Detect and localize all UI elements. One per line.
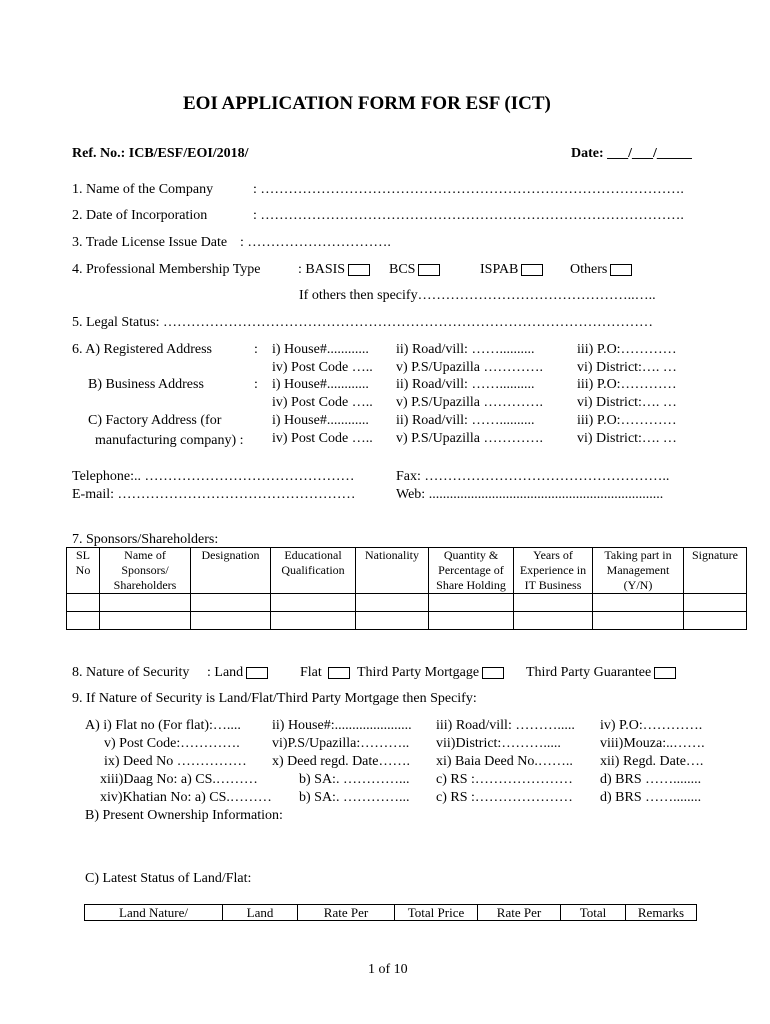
header-total-price: Total Price bbox=[395, 905, 478, 921]
khatian-cs-field[interactable]: xiv)Khatian No: a) CS.……… bbox=[100, 790, 272, 805]
upazilla-field[interactable]: vi)P.S/Upazilla:……….. bbox=[272, 736, 410, 751]
q1-label: 1. Name of the Company bbox=[72, 182, 214, 197]
present-ownership-label: B) Present Ownership Information: bbox=[85, 808, 283, 823]
reg-district-field[interactable]: vi) District:…. … bbox=[577, 360, 677, 375]
khatian-rs-field[interactable]: c) RS :………………… bbox=[436, 790, 573, 805]
legal-status-field[interactable]: 5. Legal Status: …………………………………………………………………………………………… bbox=[72, 315, 653, 330]
q4-label: 4. Professional Membership Type bbox=[72, 262, 261, 277]
reg-postcode-field[interactable]: iv) Post Code ….. bbox=[272, 360, 373, 375]
bus-house-field[interactable]: i) House#............ bbox=[272, 377, 369, 392]
regd-date-field[interactable]: xii) Regd. Date…. bbox=[600, 754, 704, 769]
mouza-field[interactable]: viii)Mouza:..……. bbox=[600, 736, 705, 751]
header-total: Total bbox=[561, 905, 626, 921]
fac-house-field[interactable]: i) House#............ bbox=[272, 413, 369, 428]
ispab-checkbox[interactable] bbox=[521, 264, 543, 276]
company-name-field[interactable]: : ………………………………………………………………………………. bbox=[253, 182, 684, 197]
daag-brs-field[interactable]: d) BRS ……........ bbox=[600, 772, 702, 787]
header-designation: Designation bbox=[191, 548, 271, 594]
security-label: 8. Nature of Security bbox=[72, 665, 190, 680]
tpm-option[interactable] bbox=[357, 665, 504, 681]
registered-address-label: 6. A) Registered Address bbox=[72, 342, 212, 357]
page-title: EOI APPLICATION FORM FOR ESF (ICT) bbox=[183, 93, 551, 114]
flat-label: Flat bbox=[300, 665, 322, 680]
table-header-row bbox=[67, 548, 747, 594]
header-name: Name of Sponsors/ Shareholders bbox=[100, 548, 191, 594]
header-rate-per: Rate Per bbox=[298, 905, 395, 921]
basis-checkbox[interactable] bbox=[348, 264, 370, 276]
reg-po-field[interactable]: iii) P.O:………… bbox=[577, 342, 677, 357]
land-checkbox[interactable] bbox=[246, 667, 268, 679]
factory-address-label: C) Factory Address (for bbox=[88, 413, 222, 428]
header-rate-per-2: Rate Per bbox=[478, 905, 561, 921]
khatian-sa-field[interactable]: b) SA:. …………... bbox=[299, 790, 410, 805]
tpm-label: Third Party Mortgage bbox=[357, 665, 480, 680]
basis-option[interactable] bbox=[298, 262, 370, 278]
tpm-checkbox[interactable] bbox=[482, 667, 504, 679]
bcs-label: BCS bbox=[389, 262, 416, 277]
reg-upazilla-field[interactable]: v) P.S/Upazilla …………. bbox=[396, 360, 543, 375]
trade-license-date-field[interactable]: : …………………………. bbox=[240, 235, 391, 250]
land-label: : Land bbox=[207, 665, 244, 680]
daag-cs-field[interactable]: xiii)Daag No: a) CS.……… bbox=[100, 772, 258, 787]
bus-po-field[interactable]: iii) P.O:………… bbox=[577, 377, 677, 392]
telephone-field[interactable]: Telephone:.. ……………………………………… bbox=[72, 469, 355, 484]
header-management: Taking part in Management (Y/N) bbox=[593, 548, 684, 594]
land-option[interactable] bbox=[207, 665, 268, 681]
business-address-label: B) Business Address bbox=[88, 377, 204, 392]
basis-label: : BASIS bbox=[298, 262, 346, 277]
sponsors-table bbox=[66, 547, 747, 630]
sponsors-label: 7. Sponsors/Shareholders: bbox=[72, 532, 219, 547]
ispab-label: ISPAB bbox=[480, 262, 519, 277]
bus-road-field[interactable]: ii) Road/vill: …….......... bbox=[396, 377, 535, 392]
fac-postcode-field[interactable]: iv) Post Code ….. bbox=[272, 431, 373, 446]
header-nationality: Nationality bbox=[356, 548, 429, 594]
road-field[interactable]: iii) Road/vill: ………..... bbox=[436, 718, 575, 733]
bus-upazilla-field[interactable]: v) P.S/Upazilla …………. bbox=[396, 395, 543, 410]
fax-field[interactable]: Fax: …………………………………………….. bbox=[396, 469, 670, 484]
header-land: Land bbox=[223, 905, 298, 921]
tpg-option[interactable] bbox=[526, 665, 676, 681]
others-specify-field[interactable]: If others then specify………………………………………..….. bbox=[299, 288, 656, 303]
deed-no-field[interactable]: ix) Deed No …………… bbox=[104, 754, 247, 769]
deed-regd-date-field[interactable]: x) Deed regd. Date……. bbox=[272, 754, 411, 769]
reg-road-field[interactable]: ii) Road/vill: …….......... bbox=[396, 342, 535, 357]
flat-option[interactable] bbox=[300, 665, 350, 681]
page-number: 1 of 10 bbox=[368, 962, 408, 977]
colon: : bbox=[254, 342, 258, 357]
fac-upazilla-field[interactable]: v) P.S/Upazilla …………. bbox=[396, 431, 543, 446]
fac-po-field[interactable]: iii) P.O:………… bbox=[577, 413, 677, 428]
q2-label: 2. Date of Incorporation bbox=[72, 208, 208, 223]
po-field[interactable]: iv) P.O:…………. bbox=[600, 718, 703, 733]
postcode-field[interactable]: v) Post Code:…………. bbox=[104, 736, 240, 751]
tpg-label: Third Party Guarantee bbox=[526, 665, 652, 680]
district-field[interactable]: vii)District:………..... bbox=[436, 736, 561, 751]
ref-number: Ref. No.: ICB/ESF/EOI/2018/ bbox=[72, 146, 249, 161]
fac-district-field[interactable]: vi) District:…. … bbox=[577, 431, 677, 446]
date-field[interactable]: Date: ___/___/_____ bbox=[571, 146, 692, 161]
bcs-option[interactable] bbox=[389, 262, 440, 278]
reg-house-field[interactable]: i) House#............ bbox=[272, 342, 369, 357]
table-row[interactable] bbox=[67, 612, 747, 630]
bus-postcode-field[interactable]: iv) Post Code ….. bbox=[272, 395, 373, 410]
header-education: Educational Qualification bbox=[271, 548, 356, 594]
latest-status-label: C) Latest Status of Land/Flat: bbox=[85, 871, 252, 886]
house-field[interactable]: ii) House#:...................... bbox=[272, 718, 412, 733]
daag-rs-field[interactable]: c) RS :………………… bbox=[436, 772, 573, 787]
incorporation-date-field[interactable]: : ………………………………………………………………………………. bbox=[253, 208, 684, 223]
email-field[interactable]: E-mail: …………………………………………… bbox=[72, 487, 356, 502]
header-remarks: Remarks bbox=[626, 905, 697, 921]
header-signature: Signature bbox=[684, 548, 747, 594]
bcs-checkbox[interactable] bbox=[418, 264, 440, 276]
table-row[interactable] bbox=[67, 594, 747, 612]
others-option[interactable] bbox=[570, 262, 632, 278]
others-checkbox[interactable] bbox=[610, 264, 632, 276]
web-field[interactable]: Web: ................................................................... bbox=[396, 487, 664, 502]
fac-road-field[interactable]: ii) Road/vill: …….......... bbox=[396, 413, 535, 428]
land-status-table bbox=[84, 904, 697, 921]
ispab-option[interactable] bbox=[480, 262, 543, 278]
daag-sa-field[interactable]: b) SA:. …………... bbox=[299, 772, 410, 787]
khatian-brs-field[interactable]: d) BRS ……........ bbox=[600, 790, 702, 805]
tpg-checkbox[interactable] bbox=[654, 667, 676, 679]
bus-district-field[interactable]: vi) District:…. … bbox=[577, 395, 677, 410]
q3-label: 3. Trade License Issue Date bbox=[72, 235, 228, 250]
table-header-row bbox=[85, 905, 697, 921]
flat-checkbox[interactable] bbox=[328, 667, 350, 679]
others-label: Others bbox=[570, 262, 608, 277]
flat-no-field[interactable]: A) i) Flat no (For flat):….... bbox=[85, 718, 241, 733]
header-experience: Years of Experience in IT Business bbox=[514, 548, 593, 594]
header-land-nature: Land Nature/ bbox=[85, 905, 223, 921]
factory-address-label-2: manufacturing company) : bbox=[95, 433, 244, 448]
header-quantity: Quantity & Percentage of Share Holding bbox=[429, 548, 514, 594]
q9-label: 9. If Nature of Security is Land/Flat/Third Party Mortgage then Specify: bbox=[72, 691, 477, 706]
baia-deed-no-field[interactable]: xi) Baia Deed No.…….. bbox=[436, 754, 573, 769]
colon: : bbox=[254, 377, 258, 392]
header-sl: SL No bbox=[67, 548, 100, 594]
